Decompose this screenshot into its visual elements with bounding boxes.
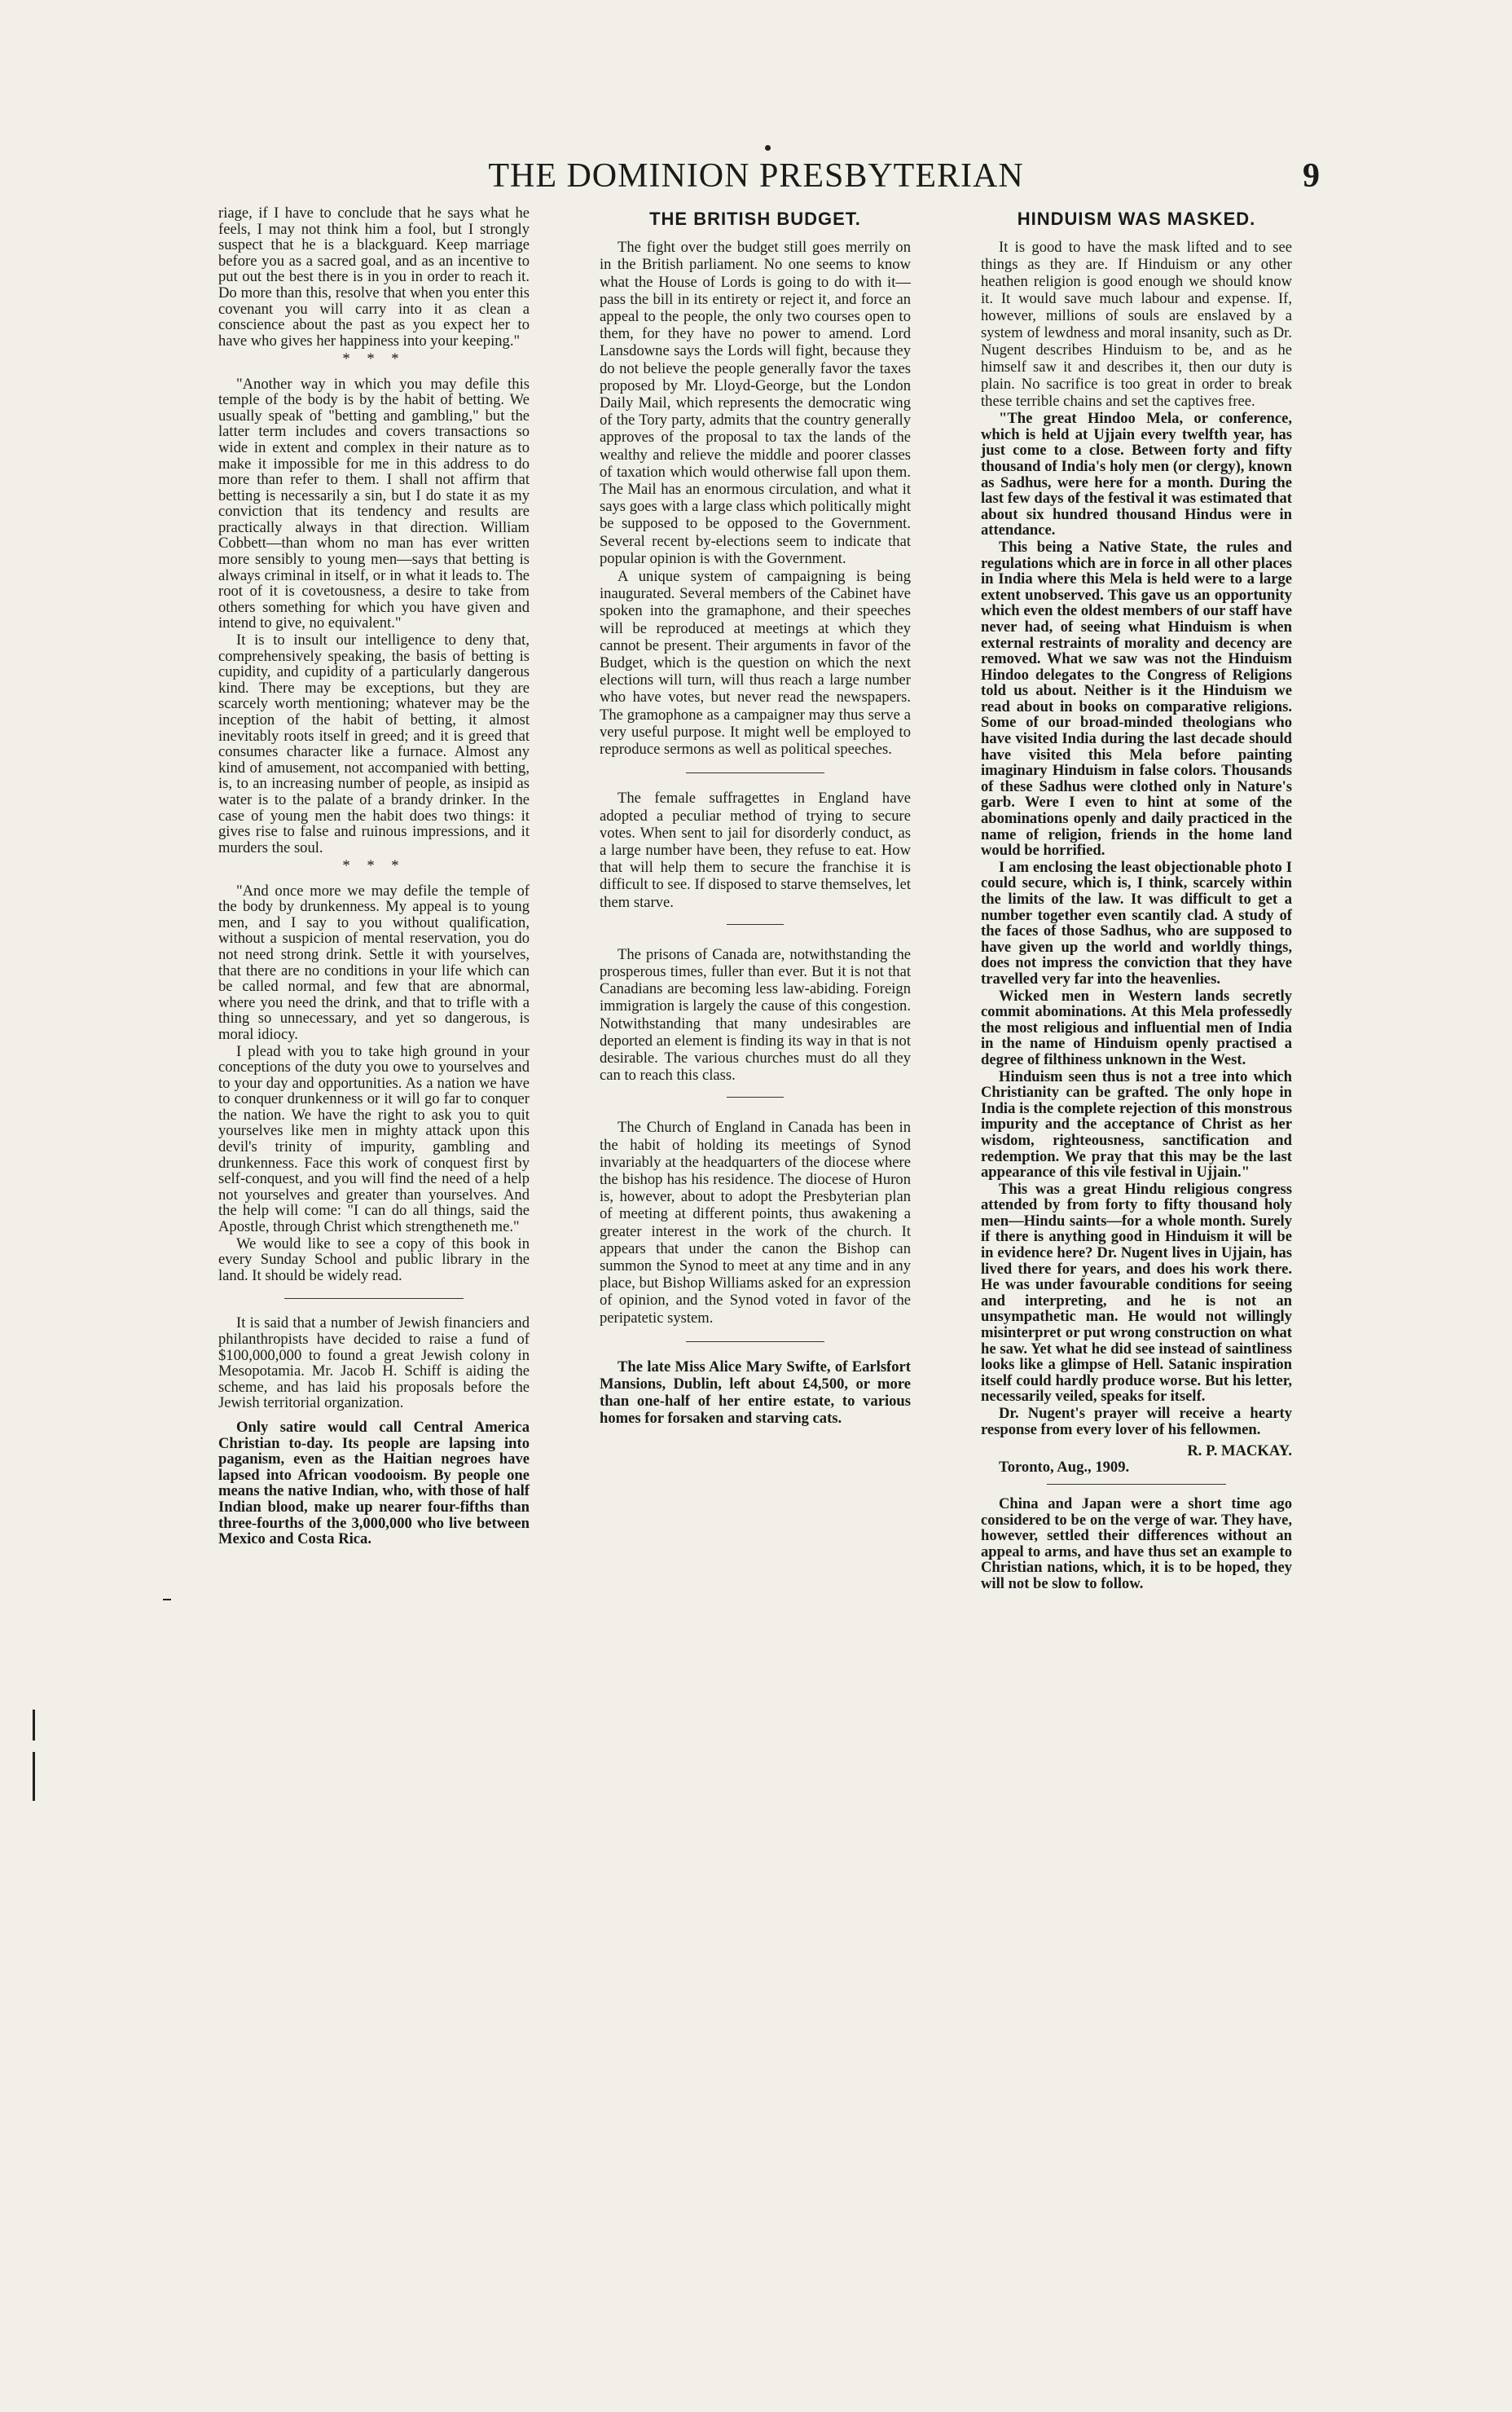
page-number: 9 (1303, 157, 1320, 195)
paragraph: The Church of England in Canada has been in the habit of holding its meetings of Synod invariably at the headquarters of the diocese where the bishop has his residence. The diocese of Huron is, however, about to adopt the Presbyterian plan of meeting at different points, thus awakening a greater interest in the work of the church. It appears that under the canon the Bishop can summon the Synod to meet at any time and in any place, but Bishop Williams asked for an expression of opinion, and the Synod voted in favor of the peripatetic system. (600, 1119, 911, 1327)
dateline: Toronto, Aug., 1909. (999, 1459, 1130, 1477)
paragraph: This was a great Hindu religious congress attended by from forty to fifty thousand holy men—Hindu saints—for a whole month. Surely if there is anything good in Hinduism it will be in evidence here? Dr. Nugent lives in Ujjain, has lived there for years, and does his work there. He was under favourable conditions for seeing and interpreting, and he is not an unsympathetic man. He would not willingly misinterpret or put wrong construction on what he saw. Yet what he did see instead of saintliness looks like a glimpse of Hell. Satanic inspiration itself could hardly produce worse. But his letter, necessarily veiled, speaks for itself. (981, 1180, 1292, 1406)
binding-mark-lower (33, 1752, 35, 1801)
paragraph: The fight over the budget still goes merrily on in the British parliament. No one seems to know what the House of Lords is going to do with it—pass the bill in its entirety or reject it, and force an appeal to the people, the only two courses open to them, for they have no power to amend. Lord Lansdowne says the Lords will fight, because they do not believe the people generally favor the taxes proposed by Mr. Lloyd-George, but the London Daily Mail, which represents the democratic wing of the Tory party, admits that the country generally approves of the proposal to tax the lands of the wealthy and relieve the middle and poorer classes of taxation which would otherwise fall upon them. The Mail has an enormous circulation, and what it says goes with a large class which politically might be supposed to be opposed to the Government. Several recent by-elections seem to indicate that popular opinion is with the Government. (600, 239, 911, 567)
divider-rule (727, 1097, 784, 1098)
paragraph: Dr. Nugent's prayer will receive a hearty response from every lover of his fellowmen. (981, 1405, 1292, 1438)
paragraph: The late Miss Alice Mary Swifte, of Earlsfort Mansions, Dublin, left about £4,500, or more than one-half of her entire estate, to various homes for forsaken and starving cats. (600, 1358, 911, 1428)
divider-rule (686, 1341, 824, 1342)
paragraph: It is to insult our intelligence to deny that, comprehensively speaking, the basis of betting is cupidity, and cupidity of a particularly dangerous kind. There may be exceptions, but they are scarcely worth mentioning; whatever may be the inception of the habit of betting, it almost inevitably roots itself in greed; and it is greed that consumes character like a furnace. Almost any kind of amusement, not accompanied with betting, is, to an increasing number of people, as insipid as water is to the palate of a brandy drinker. In the case of young men the habit does two things: it gives rise to false and ruinous impressions, and it murders the soul. (218, 632, 530, 856)
margin-tick (163, 1599, 171, 1600)
column-1 (218, 205, 530, 1548)
paragraph: "Another way in which you may defile this temple of the body is by the habit of betting. We usually speak of "betting and gambling," but the latter term includes and covers transactions so wide in extent and complex in their nature as to make it impossible for me in this address to do more than refer to them. I shall not affirm that betting is necessarily a sin, but I do state it as my conviction that its tendency and results are practically always in that direction. William Cobbett—than whom no man has ever written more sensibly to young men—says that betting is always criminal in itself, or in what it leads to. The root of it is covetousness, a desire to take from others something for which you have given and intend to give, no equivalent." (218, 375, 530, 632)
binding-mark-upper (33, 1710, 35, 1741)
paragraph: It is good to have the mask lifted and to see things as they are. If Hinduism or any other heathen religion is good enough we should know it. It would save much labour and expense. If, however, millions of souls are enslaved by a system of lewdness and moral insanity, such as Dr. Nugent describes Hinduism to be, and as he himself saw it and describes it, then our duty is plain. No sacrifice is too great in order to break these terrible chains and set the captives free. (981, 239, 1292, 411)
headline-british-budget: THE BRITISH BUDGET. (649, 209, 861, 229)
divider-rule (1047, 1484, 1226, 1485)
article-hinduism-intro (981, 239, 1292, 410)
paragraph: riage, if I have to conclude that he says what he feels, I may not think him a fool, but I strongly suspect that he is a blackguard. Keep marriage before you as a sacred goal, and as an incentive to put out the best there is in you in order to reach it. Do more than this, resolve that when you enter this covenant you will carry into it as clean a conscience about the past as you expect her to have who gives her happiness into your keeping." (218, 205, 530, 350)
paragraph: A unique system of campaigning is being inaugurated. Several members of the Cabinet have spoken into the gramaphone, and their speeches will be reproduced at meetings at which they cannot be present. Their arguments in favor of the Budget, which is the question on which the next elections will turn, will thus reach a large number who have votes, but never read the newspapers. The gramophone as a campaigner may thus serve a very useful purpose. It might well be employed to reproduce sermons as well as political speeches. (600, 568, 911, 759)
divider-rule (686, 772, 824, 773)
masthead: THE DOMINION PRESBYTERIAN (488, 157, 1024, 195)
article-continuation-marriage (218, 205, 530, 349)
paragraph: Wicked men in Western lands secretly commit abominations. At this Mela professedly the most religious and influential men of India in the name of Hinduism openly practised a degree of filthiness unknown in the West. (981, 987, 1292, 1068)
divider-rule (284, 1298, 464, 1299)
paragraph: I plead with you to take high ground in your conceptions of the duty you owe to yourselves and to your day and opportunities. As a nation we have to conquer drunkenness or it will go far to conquer the nation. We have the right to ask you to quit yourselves like men in mighty attack upon this devil's trinity of impurity, gambling and drunkenness. Face this work of conquest first by self-conquest, and you will find the need of a help not yourselves and greater than yourselves. And the help will come: "I can do all things, said the Apostle, through Christ which strengtheneth me." (218, 1042, 530, 1236)
article-hinduism-letter (981, 411, 1292, 1476)
paragraph: I am enclosing the least objectionable photo I could secure, which is, I think, scarcely within the limits of the law. It was difficult to get a number together even scantily clad. A study of the faces of those Sadhus, who are supposed to have given up the world and worldly things, does not impress the conviction that they have travelled very far into the heavenlies. (981, 858, 1292, 988)
article-section-drunkenness (218, 883, 530, 1284)
item-central-america (218, 1419, 530, 1547)
section-separator: * * * (342, 857, 406, 875)
paragraph: The female suffragettes in England have adopted a peculiar method of trying to secure votes. When sent to jail for disorderly conduct, as a large number have been, they refuse to eat. How that will help them to secure the franchise it is difficult to see. If disposed to starve themselves, let them starve. (600, 790, 911, 911)
ink-dot (765, 145, 771, 151)
column-2 (600, 205, 911, 1428)
headline-hinduism-masked: HINDUISM WAS MASKED. (1017, 209, 1256, 229)
column-3 (981, 205, 1292, 1593)
article-section-betting (218, 376, 530, 856)
page-header (0, 156, 1512, 205)
item-china-japan (981, 1496, 1292, 1592)
article-british-budget (600, 239, 911, 758)
item-church-of-england (600, 1119, 911, 1326)
signature: R. P. MACKAY. (1187, 1442, 1292, 1460)
item-prisons-canada (600, 946, 911, 1085)
paragraph: The prisons of Canada are, notwithstanding the prosperous times, fuller than ever. But it is not that Canadians are becoming less law-abiding. Foreign immigration is largely the cause of this congestion. Notwithstanding that many undesirables are deported an element is finding its way in that is not desirable. The various churches must do all they can to reach this class. (600, 945, 911, 1085)
paragraph: It is said that a number of Jewish financiers and philanthropists have decided to raise a fund of $100,000,000 to found a great Jewish colony in Mesopotamia. Mr. Jacob H. Schiff is aiding the scheme, and has laid his proposals before the Jewish territorial organization. (218, 1314, 530, 1412)
item-suffragettes (600, 790, 911, 910)
paragraph: Only satire would call Central America Christian to-day. Its people are lapsing into paganism, even as the Haitian negroes have lapsed into African voodooism. By people one means the native Indian, who, with those of half Indian blood, make up nearer four-fifths than three-fourths of the 3,000,000 who live between Mexico and Costa Rica. (218, 1418, 530, 1548)
paragraph: Hinduism seen thus is not a tree into which Christianity can be grafted. The only hope in India is the complete rejection of this monstrous impurity and the acceptance of Christ as her wisdom, righteousness, sanctification and redemption. We pray that this may be the last appearance of this vile festival in Ujjain." (981, 1067, 1292, 1182)
paragraph: "And once more we may defile the temple of the body by drunkenness. My appeal is to young men, and I say to you without qualification, without a suspicion of mental reservation, you do not need strong drink. Settle it with yourselves, that there are no conditions in your life which can be called normal, and few that are abnormal, where you need the drink, and that to trifle with a thing so unnecessary, and yet so dangerous, is moral idiocy. (218, 882, 530, 1043)
divider-rule (727, 924, 784, 925)
paragraph: China and Japan were a short time ago considered to be on the verge of war. They have, however, settled their differences without an appeal to arms, and have thus set an example to Christian nations, which, it is to be hoped, they will not be slow to follow. (981, 1495, 1292, 1592)
section-separator: * * * (342, 350, 406, 368)
paragraph: This being a Native State, the rules and regulations which are in force in all other places in India where this Mela is held were to a large extent unobserved. This gave us an opportunity which even the oldest members of our staff have never had, of seeing what Hinduism is when external restraints of morality and decency are removed. What we saw was not the Hinduism Hindoo delegates to the Congress of Religions told us about. Neither is it the Hinduism we read about in books on comparative religions. Some of our broad-minded theologians who have visited India during the last decade should have visited this Mela before painting imaginary Hinduism in false colors. Thousands of these Sadhus were clothed only in Nature's garb. Were I even to hint at some of the abominations openly and daily practiced in the name of religion, friends in the home land would be horrified. (981, 538, 1292, 860)
paragraph: "The great Hindoo Mela, or conference, which is held at Ujjain every twelfth year, has just come to a close. Between forty and fifty thousand of India's holy men (or clergy), known as Sadhus, were here for a month. During the last few days of the festival it was estimated that about six hundred thousand Hindus were in attendance. (981, 410, 1292, 539)
paragraph: We would like to see a copy of this book in every Sunday School and public library in the land. It should be widely read. (218, 1235, 530, 1284)
item-jewish-colony (218, 1315, 530, 1411)
item-alice-swifte (600, 1358, 911, 1428)
